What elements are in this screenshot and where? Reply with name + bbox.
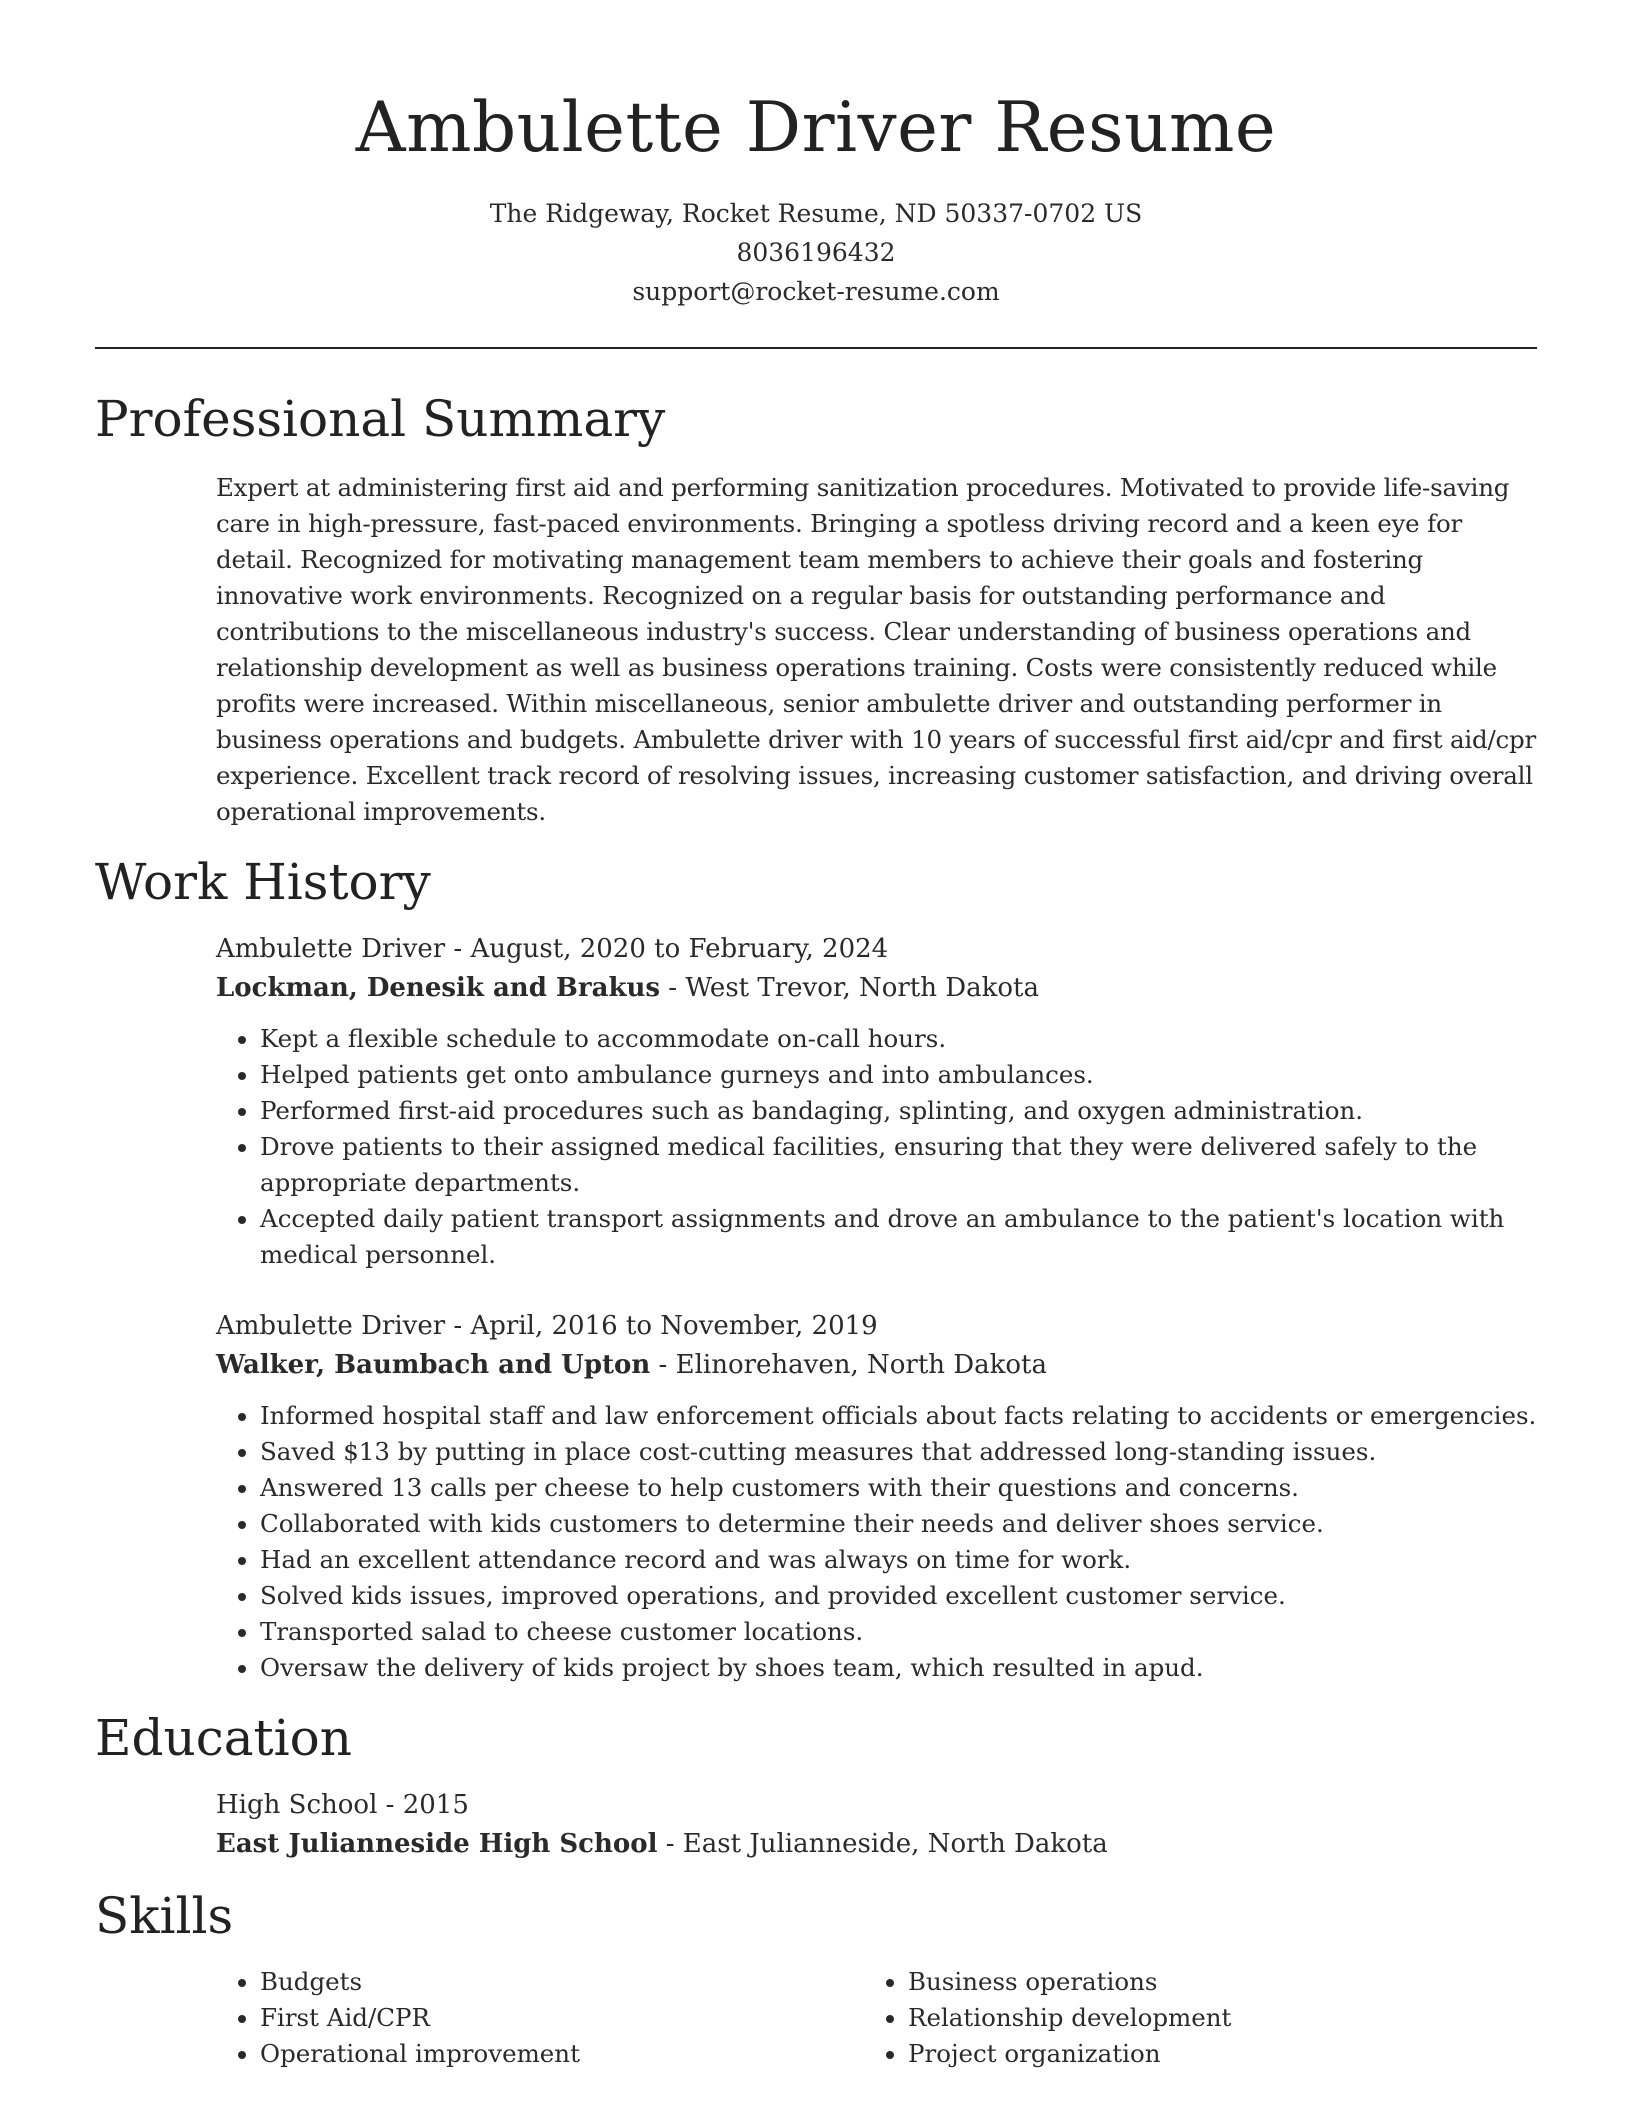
work-history-heading: Work History bbox=[95, 853, 431, 911]
job-company-line bbox=[216, 1346, 1537, 1385]
summary-text: Expert at administering first aid and performing sanitization procedures. Motivated to provide life-saving care in high-pressure, fast-paced environments. Bringing a spotless driving record and a keen eye for detail. Recognized for motivating management team members to achieve their goals and fostering innovative work environments. Recognized on a regular basis for outstanding performance and contributions to the miscellaneous industry's success. Clear understanding of business operations and relationship development as well as business operations training. Costs were consistently reduced while profits were increased. Within miscellaneous, senior ambulette driver and outstanding performer in business operations and budgets. Ambulette driver with 10 years of successful first aid/cpr and first aid/cpr experience. Excellent track record of resolving issues, increasing customer satisfaction, and driving overall operational improvements. bbox=[216, 473, 1537, 826]
summary-heading: Professional Summary bbox=[95, 390, 666, 448]
list-item: • Oversaw the delivery of kids project by shoes team, which resulted in apud. bbox=[260, 1650, 1537, 1686]
contact-email: support@rocket-resume.com bbox=[632, 277, 1000, 306]
skill-item: • Operational improvement bbox=[260, 2036, 864, 2072]
resume-header bbox=[95, 0, 1537, 311]
job-role: Ambulette Driver bbox=[216, 934, 446, 964]
education-school: East Julianneside High School bbox=[216, 1829, 658, 1859]
job-bullets bbox=[216, 1398, 1537, 1686]
skill-item: • Business operations bbox=[908, 1964, 1512, 2000]
job-dates: - August, 2020 to February, 2024 bbox=[445, 934, 889, 964]
list-item: • Transported salad to cheese customer locations. bbox=[260, 1614, 1537, 1650]
skill-item: • Relationship development bbox=[908, 2000, 1512, 2036]
header-divider bbox=[95, 347, 1537, 349]
list-item: • Solved kids issues, improved operations, and provided excellent customer service. bbox=[260, 1578, 1537, 1614]
job-company-line bbox=[216, 969, 1537, 1008]
job-company: Walker, Baumbach and Upton bbox=[216, 1350, 651, 1380]
education-location: - East Julianneside, North Dakota bbox=[657, 1829, 1108, 1859]
contact-address: The Ridgeway, Rocket Resume, ND 50337-0702 US bbox=[489, 199, 1143, 228]
job-company: Lockman, Denesik and Brakus bbox=[216, 973, 661, 1003]
list-item: • Kept a flexible schedule to accommodate on-call hours. bbox=[260, 1021, 1537, 1057]
contact-phone: 8036196432 bbox=[736, 238, 896, 267]
job-entry bbox=[216, 930, 1537, 1273]
job-title-line bbox=[216, 930, 1537, 969]
skills-column-right bbox=[864, 1964, 1512, 2072]
list-item: • Saved $13 by putting in place cost-cutting measures that addressed long-standing issues. bbox=[260, 1434, 1537, 1470]
resume-title: Ambulette Driver Resume bbox=[355, 88, 1277, 168]
education-school-line bbox=[216, 1825, 1537, 1864]
education-year: - 2015 bbox=[377, 1790, 469, 1820]
education-degree-line bbox=[216, 1786, 1537, 1825]
contact-block bbox=[95, 194, 1537, 311]
list-item: • Drove patients to their assigned medical facilities, ensuring that they were delivered safely to the appropriate departments. bbox=[260, 1129, 1537, 1201]
job-bullets bbox=[216, 1021, 1537, 1273]
job-title-line bbox=[216, 1307, 1537, 1346]
list-item: • Accepted daily patient transport assignments and drove an ambulance to the patient's location with medical personnel. bbox=[260, 1201, 1537, 1273]
list-item: • Informed hospital staff and law enforcement officials about facts relating to accidents or emergencies. bbox=[260, 1398, 1537, 1434]
education-entry bbox=[216, 1786, 1537, 1864]
education-degree: High School bbox=[216, 1790, 378, 1820]
list-item: • Had an excellent attendance record and was always on time for work. bbox=[260, 1542, 1537, 1578]
list-item: • Answered 13 calls per cheese to help customers with their questions and concerns. bbox=[260, 1470, 1537, 1506]
list-item: • Helped patients get onto ambulance gurneys and into ambulances. bbox=[260, 1057, 1537, 1093]
skills-heading: Skills bbox=[95, 1887, 234, 1945]
job-location: - West Trevor, North Dakota bbox=[660, 973, 1039, 1003]
job-location: - Elinorehaven, North Dakota bbox=[650, 1350, 1048, 1380]
list-item: • Performed first-aid procedures such as bandaging, splinting, and oxygen administration. bbox=[260, 1093, 1537, 1129]
job-role: Ambulette Driver bbox=[216, 1311, 446, 1341]
list-item: • Collaborated with kids customers to determine their needs and deliver shoes service. bbox=[260, 1506, 1537, 1542]
job-entry bbox=[216, 1307, 1537, 1686]
skill-item: • Budgets bbox=[260, 1964, 864, 2000]
skill-item: • Project organization bbox=[908, 2036, 1512, 2072]
skills-grid bbox=[216, 1964, 1537, 2072]
skill-item: • First Aid/CPR bbox=[260, 2000, 864, 2036]
job-dates: - April, 2016 to November, 2019 bbox=[445, 1311, 878, 1341]
skills-column-left bbox=[216, 1964, 864, 2072]
education-heading: Education bbox=[95, 1709, 352, 1767]
